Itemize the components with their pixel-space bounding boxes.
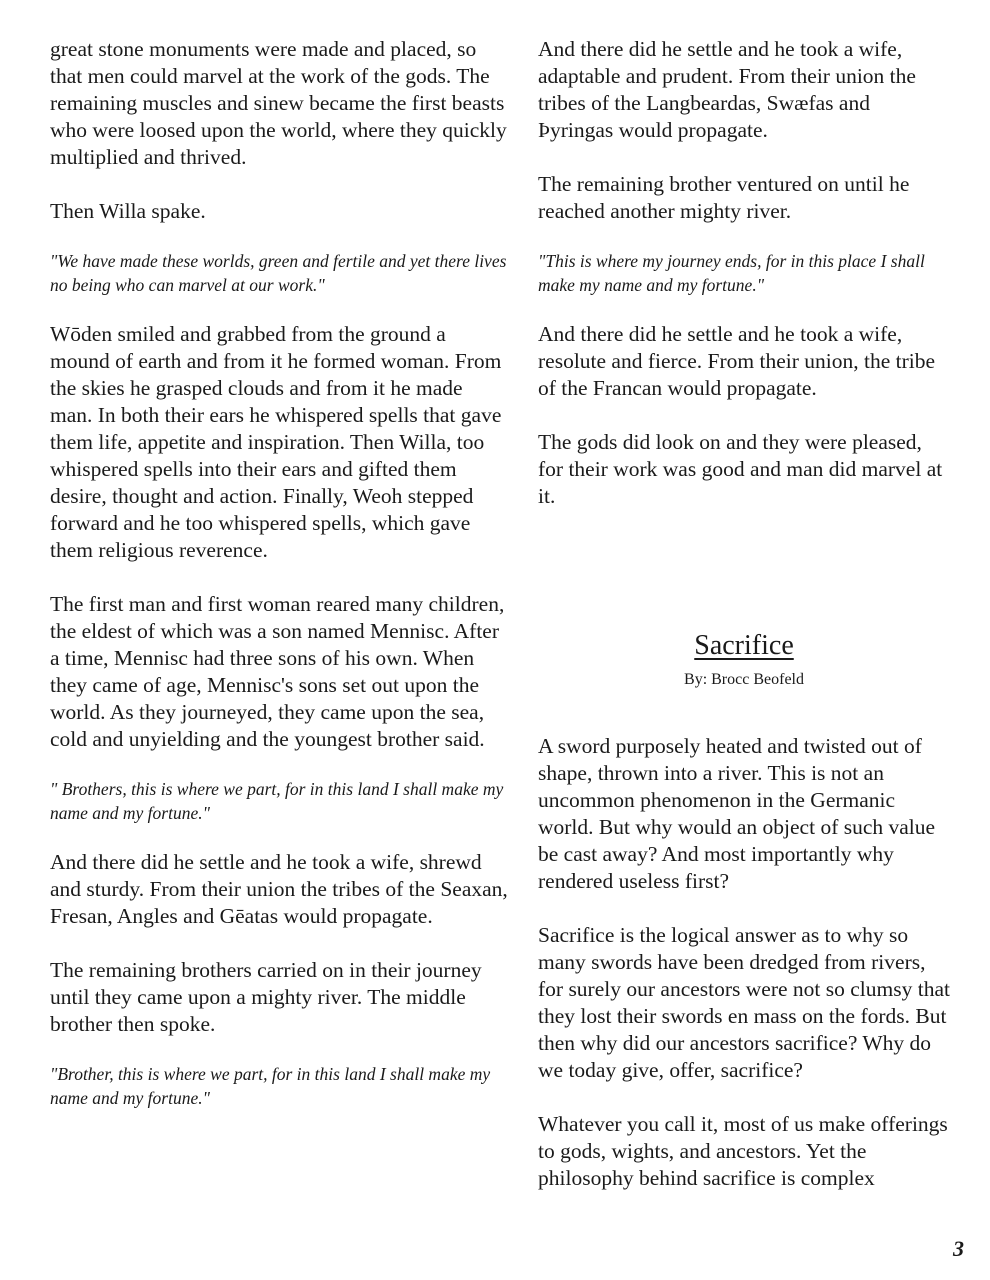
left-column [50,36,508,1134]
paragraph: Wōden smiled and grabbed from the ground a mound of earth and from it he formed woman. From the skies he grasped clouds and from it he made man. In both their ears he whispered spells that gave them life, appetite and inspiration. Then Willa, too whispered spells into their ears and gifted them desire, thought and action. Finally, Weoh stepped forward and he too whispered spells, which gave them religious reverence. [50,322,502,562]
article-byline: By: Brocc Beofeld [684,671,804,688]
paragraph: The first man and first woman reared many children, the eldest of which was a son named Mennisc. After a time, Mennisc had three sons of his own. When they came of age, Mennisc's sons set out upon the world. As they journeyed, they came upon the sea, cold and unyielding and the youngest brother said. [50,592,505,751]
paragraph: A sword purposely heated and twisted out of shape, thrown into a river. This is not an uncommon phenomenon in the Germanic world. But why would an object of such value be cast away? And most importantly why rendered useless first? [538,734,936,893]
paragraph: great stone monuments were made and placed, so that men could marvel at the work of the gods. The remaining muscles and sinew became the first beasts who were loosed upon the world, where they quickly multiplied and thrived. [50,37,507,169]
article-title: Sacrifice [694,630,794,661]
paragraph: And there did he settle and he took a wife, resolute and fierce. From their union, the tribe of the Francan would propagate. [538,322,936,400]
paragraph: The remaining brothers carried on in their journey until they came upon a mighty river. The middle brother then spoke. [50,958,482,1036]
paragraph: Whatever you call it, most of us make offerings to gods, wights, and ancestors. Yet the philosophy behind sacrifice is complex [538,1112,948,1190]
paragraph: And there did he settle and he took a wife, adaptable and prudent. From their union the tribes of the Langbeardas, Swæfas and Þyringas would propagate. [538,37,916,142]
paragraph: And there did he settle and he took a wife, shrewd and sturdy. From their union the tribes of the Seaxan, Fresan, Angles and Gēatas would propagate. [50,850,508,928]
paragraph: The remaining brother ventured on until he reached another mighty river. [538,172,910,223]
quote: "This is where my journey ends, for in this place I shall make my name and my fortune." [538,251,925,295]
quote: "Brother, this is where we part, for in this land I shall make my name and my fortune." [50,1064,491,1108]
paragraph: The gods did look on and they were pleased, for their work was good and man did marvel at it. [538,430,943,508]
page-number: 3 [953,1236,964,1261]
right-column [538,36,950,1219]
paragraph: Sacrifice is the logical answer as to why so many swords have been dredged from rivers, for surely our ancestors were not so clumsy that they lost their swords en mass on the fords. But then why did our ancestors sacrifice? Why do we today give, offer, sacrifice? [538,923,950,1082]
paragraph: Then Willa spake. [50,199,206,223]
quote: "We have made these worlds, green and fertile and yet there lives no being who can marvel at our work." [50,251,507,295]
section-spacer [538,537,950,629]
quote: " Brothers, this is where we part, for in this land I shall make my name and my fortune." [50,779,504,823]
